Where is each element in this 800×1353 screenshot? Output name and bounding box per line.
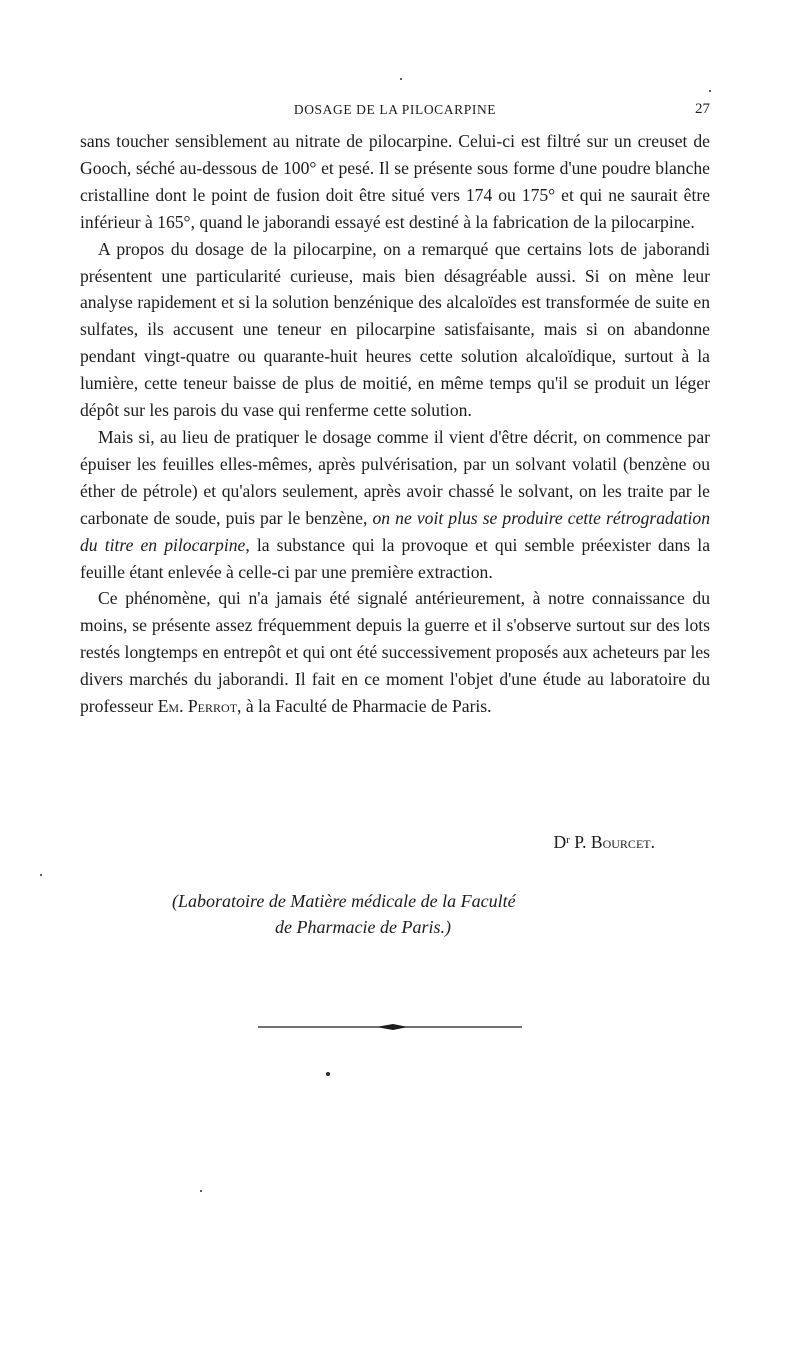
paragraph-4-text-before: Ce phénomène, qui n'a jamais été signalé antérieurement, à notre connaissance du moins, se présente assez fréquemment depuis la guerre et il s'observe surtout sur des lots restés longtemps en entrepôt et qui ont été successivement proposés aux acheteurs par les divers marchés du jaborandi. Il fait en ce moment l'objet d'une étude au laboratoire du professeur	[80, 588, 710, 717]
running-title: DOSAGE DE LA PILOCARPINE	[293, 102, 497, 117]
professor-name: Em. Perrot	[157, 696, 238, 717]
print-speck	[40, 874, 42, 876]
paragraph-2: A propos du dosage de la pilocarpine, on a remarqué que certains lots de jaborandi présentent une particularité curieuse, mais bien désagréable aussi. Si on mène leur analyse rapidement et si la solution benzénique des alcaloïdes est transformée de suite en sulfates, ils accusent une teneur en pilocarpine satisfaisante, mais si on abandonne pendant vingt-quatre ou quarante-huit heures cette solution alcaloïdique, surtout à la lumière, cette teneur baisse de plus de moitié, en même temps qu'il se produit un léger dépôt sur les parois du vase qui renferme cette solution.	[80, 238, 710, 421]
ornamental-rule	[258, 1022, 522, 1032]
affiliation-line-1: (Laboratoire de Matière médicale de la Faculté	[172, 891, 516, 911]
signature	[553, 832, 655, 853]
signature-title: D	[553, 832, 567, 852]
print-speck	[326, 1072, 330, 1076]
running-head	[80, 98, 710, 122]
paragraph-3-italic-text: on ne voit plus se produire cette rétrogradation du titre en pilocarpine	[80, 507, 710, 555]
print-speck	[200, 1190, 202, 1192]
paragraph-3-text-after: , la substance qui la provoque et qui semble préexister dans la feuille étant enlevée à celle-ci par une première extraction.	[80, 534, 710, 582]
signature-name: P. Bourcet.	[574, 832, 655, 852]
page-number: 27	[695, 101, 710, 117]
rule-diamond	[376, 1024, 408, 1030]
affiliation-line-2: de Pharmacie de Paris.)	[275, 917, 451, 937]
signature-title-sup: r	[566, 834, 570, 846]
print-speck	[400, 78, 402, 80]
paragraph-4-text-after: , à la Faculté de Pharmacie de Paris.	[237, 696, 492, 717]
body-text	[80, 128, 710, 720]
paragraph-3-text-before: Mais si, au lieu de pratiquer le dosage comme il vient d'être décrit, on commence par épuiser les feuilles elles-mêmes, après pulvérisation, par un solvant volatil (benzène ou éther de pétrole) et qu'alors seulement, après avoir chassé le solvant, on les traite par le carbonate de soude, puis par le benzène,	[80, 426, 710, 528]
affiliation	[80, 888, 710, 940]
paragraph-1: sans toucher sensiblement au nitrate de pilocarpine. Celui-ci est filtré sur un creuset de Gooch, séché au-dessous de 100° et pesé. Il se présente sous forme d'une poudre blanche cristalline dont le point de fusion doit être situé vers 174 ou 175° et qui ne saurait être inférieur à 165°, quand le jaborandi essayé est destiné à la fabrication de la pilocarpine.	[80, 131, 710, 232]
paragraph-3	[80, 424, 710, 585]
paragraph-4	[80, 585, 710, 720]
print-speck	[709, 90, 711, 92]
